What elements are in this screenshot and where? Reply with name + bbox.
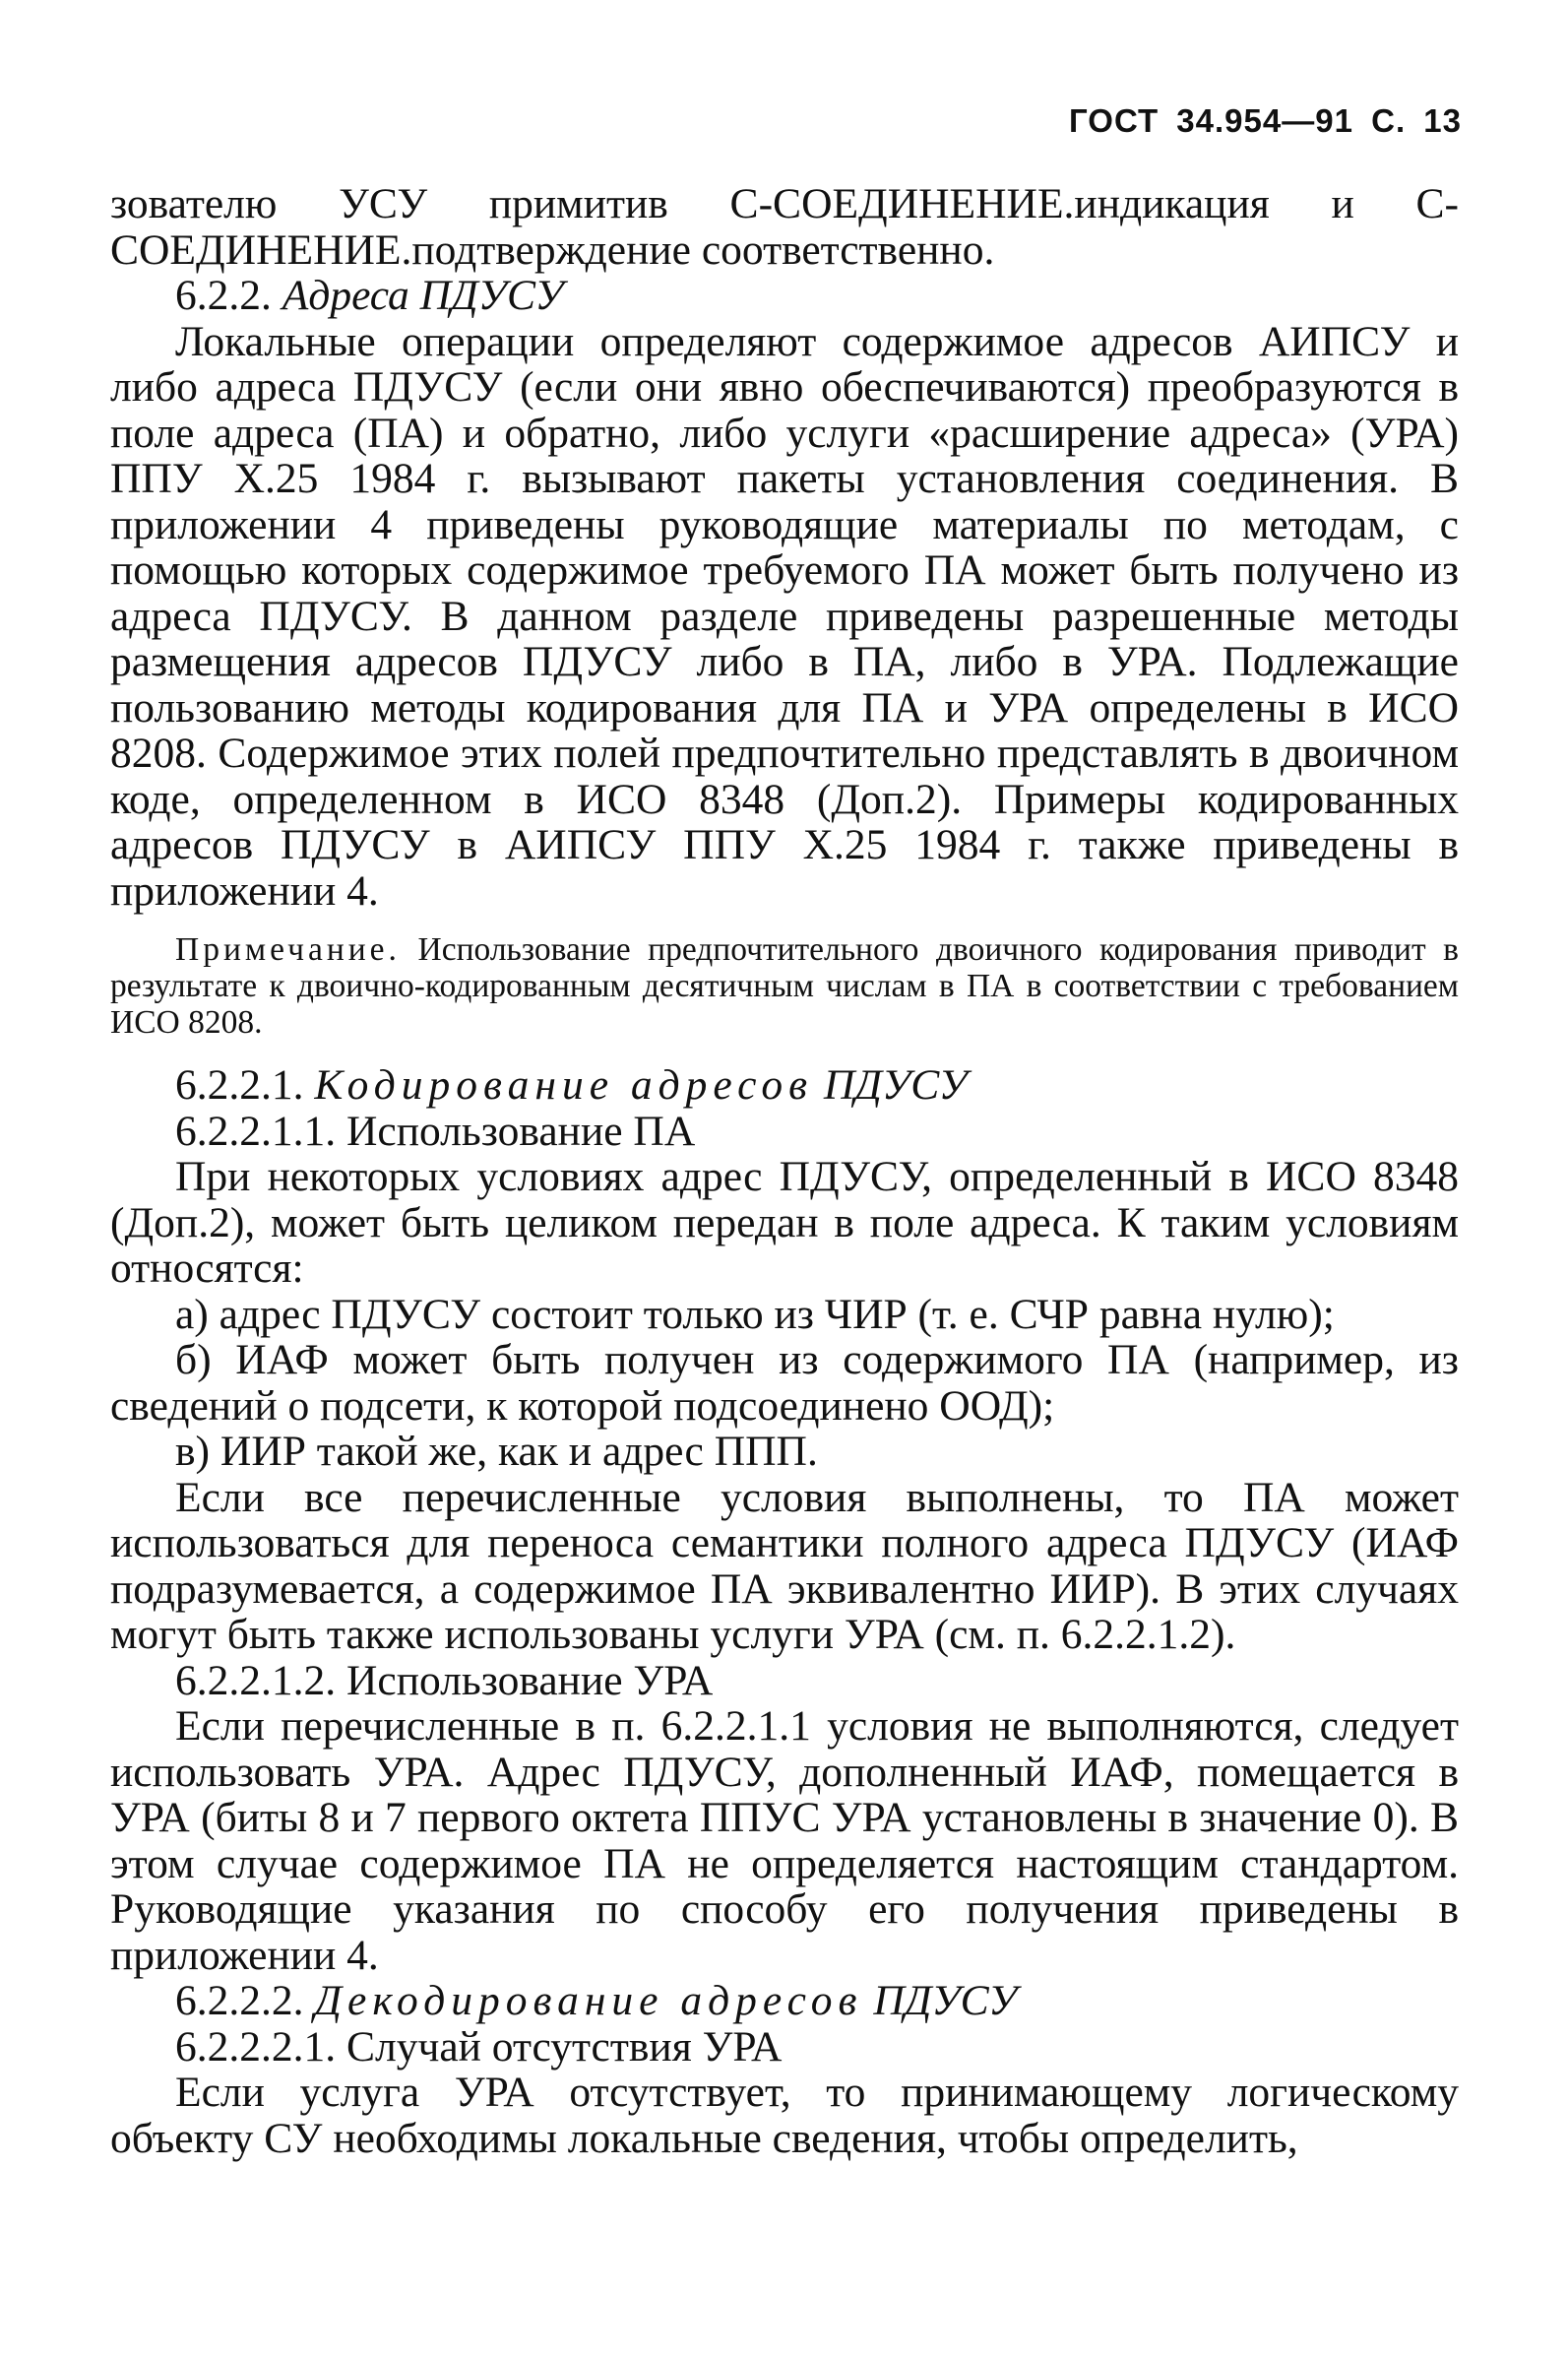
- section-title: Адреса ПДУСУ: [282, 272, 564, 319]
- document-body: [110, 181, 1459, 2161]
- subsection-heading-6-2-2-1-1: 6.2.2.1.1. Использование ПА: [175, 1107, 696, 1155]
- section-number: 6.2.2.2.: [175, 1977, 304, 2024]
- paragraph-conditions-met: Если все перечисленные условия выполнены, то ПА может использоваться для переноса семантики полного адреса ПДУСУ (ИАФ подразумевается, а содержимое ПА эквивалентно ИИР). В этих случаях могут быть также использованы услуги УРА (см. п. 6.2.2.1.2).: [110, 1473, 1459, 1658]
- section-title: Кодирование адресов: [314, 1061, 813, 1109]
- list-item-c: в) ИИР такой же, как и адрес ППП.: [175, 1428, 818, 1475]
- paragraph-no-ura: Если услуга УРА отсутствует, то принимающему логическому объекту СУ необходимы локальные сведения, чтобы определить,: [110, 2069, 1459, 2162]
- subsection-heading-6-2-2-2-1: 6.2.2.2.1. Случай отсутствия УРА: [175, 2022, 783, 2071]
- page-header: ГОСТ 34.954—91 С. 13: [1069, 102, 1462, 139]
- section-number: 6.2.2.: [175, 272, 272, 319]
- section-heading-6-2-2-2: [110, 1978, 1459, 2024]
- subsection-heading-6-2-2-1-2: 6.2.2.1.2. Использование УРА: [175, 1656, 714, 1704]
- note: [110, 931, 1459, 1041]
- note-label: Примечание.: [175, 931, 401, 968]
- list-item-b: б) ИАФ может быть получен из содержимого ПА (например, из сведений о подсети, к которой подсоединено ООД);: [110, 1336, 1459, 1430]
- paragraph-continuation: зователю УСУ примитив С-СОЕДИНЕНИЕ.индикация и С-СОЕДИНЕНИЕ.подтверждение соответственно.: [110, 180, 1459, 274]
- note-text: Использование предпочтительного двоичного кодирования приводит в результате к двоично-кодированным десятичным числам в ПА в соответствии с требованием ИСО 8208.: [110, 931, 1459, 1041]
- paragraph-conditions: При некоторых условиях адрес ПДУСУ, определенный в ИСО 8348 (Доп.2), может быть целиком передан в поле адреса. К таким условиям относятся:: [110, 1153, 1459, 1292]
- section-title-abbr: ПДУСУ: [823, 1061, 968, 1109]
- list-item-a: а) адрес ПДУСУ состоит только из ЧИР (т. е. СЧР равна нулю);: [175, 1290, 1335, 1338]
- section-heading-6-2-2: [110, 273, 1459, 319]
- section-heading-6-2-2-1: [110, 1062, 1459, 1109]
- paragraph-addresses: Локальные операции определяют содержимое адресов АИПСУ и либо адреса ПДУСУ (если они явно обеспечиваются) преобразуются в поле адреса (ПА) и обратно, либо услуги «расширение адреса» (УРА) ППУ X.25 1984 г. вызывают пакеты установления соединения. В приложении 4 приведены руководящие материалы по методам, с помощью которых содержимое требуемого ПА может быть получено из адреса ПДУСУ. В данном разделе приведены разрешенные методы размещения адресов ПДУСУ либо в ПА, либо в УРА. Подлежащие пользованию методы кодирования для ПА и УРА определены в ИСО 8208. Содержимое этих полей предпочтительно представлять в двоичном коде, определенном в ИСО 8348 (Доп.2). Примеры кодированных адресов ПДУСУ в АИПСУ ППУ X.25 1984 г. также приведены в приложении 4.: [110, 317, 1459, 915]
- section-number: 6.2.2.1.: [175, 1061, 304, 1109]
- paragraph-ura-usage: Если перечисленные в п. 6.2.2.1.1 условия не выполняются, следует использовать УРА. Адрес ПДУСУ, дополненный ИАФ, помещается в УРА (биты 8 и 7 первого октета ППУС УРА установлены в значение 0). В этом случае содержимое ПА не определяется настоящим стандартом. Руководящие указания по способу его получения приведены в приложении 4.: [110, 1702, 1459, 1979]
- section-title: Декодирование адресов: [314, 1977, 863, 2024]
- section-title-abbr: ПДУСУ: [873, 1977, 1018, 2024]
